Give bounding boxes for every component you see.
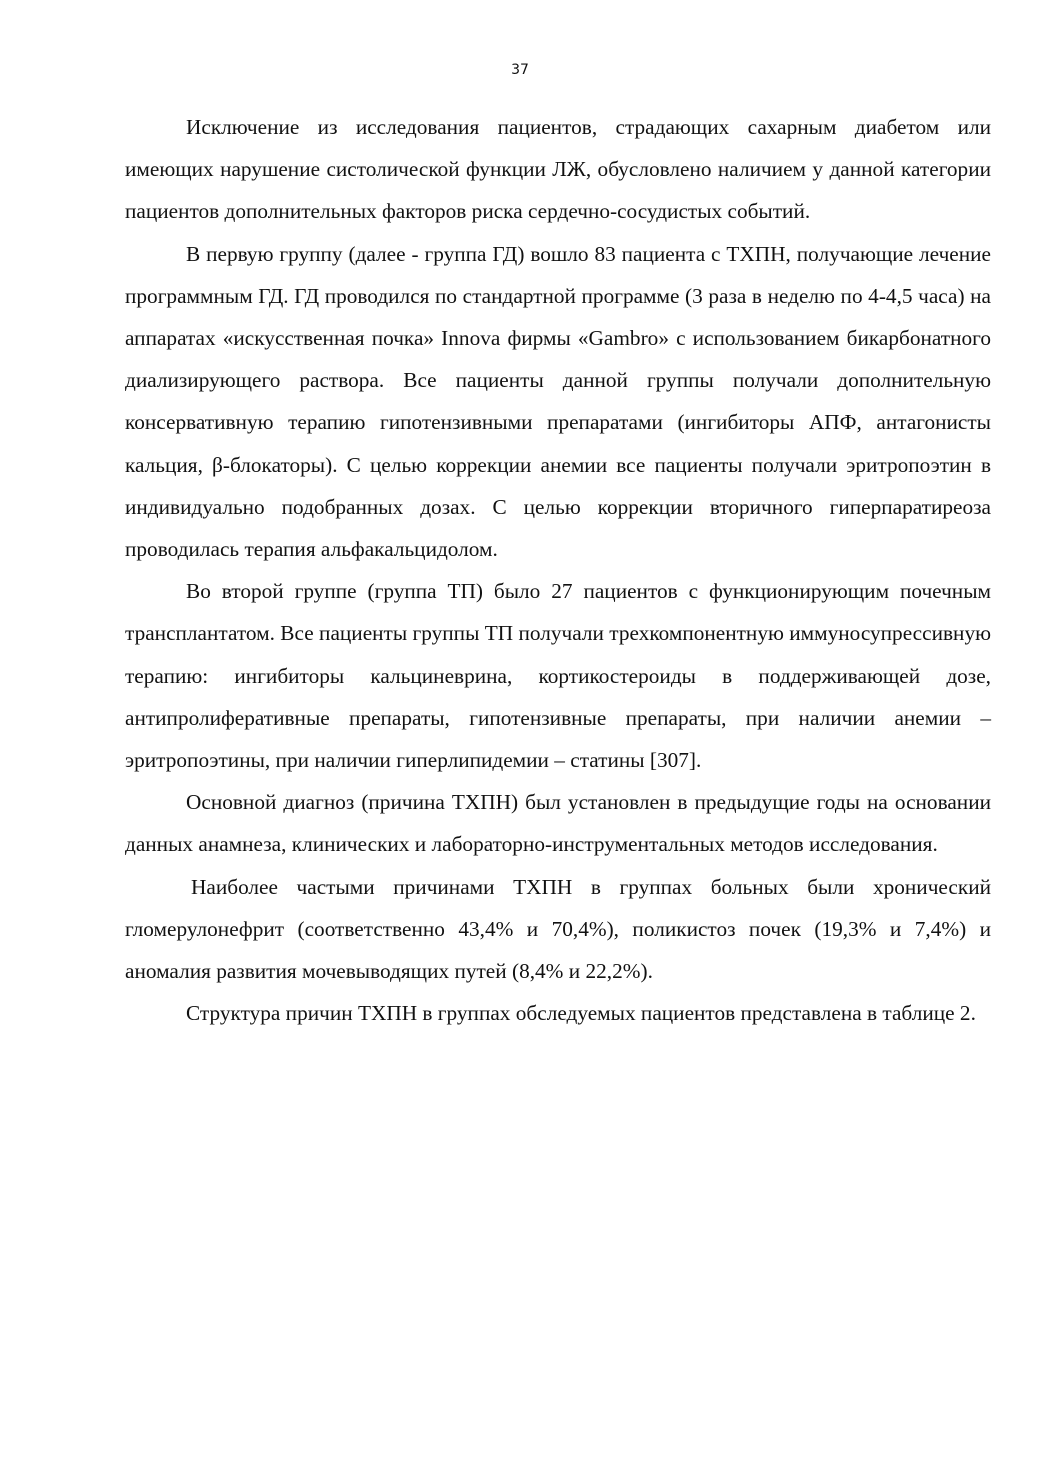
paragraph-hemodialysis-group: В первую группу (далее - группа ГД) вошло 83 пациента с ТХПН, получающие лечение программным ГД. ГД проводился по стандартной программе (3 раза в неделю по 4-4,5 часа) на аппаратах «искусственная почка» Innova фирмы «Gambro» с использованием бикарбонатного диализирующего раствора. Все пациенты данной группы получали дополнительную консервативную терапию гипотензивными препаратами (ингибиторы АПФ, антагонисты кальция, β-блокаторы). С целью коррекции анемии все пациенты получали эритропоэтин в индивидуально подобранных дозах. С целью коррекции вторичного гиперпаратиреоза проводилась терапия альфакальцидолом.	[125, 241, 991, 562]
paragraph-exclusion-criteria: Исключение из исследования пациентов, страдающих сахарным диабетом или имеющих нарушение систолической функции ЛЖ, обусловлено наличием у данной категории пациентов дополнительных факторов риска сердечно-сосудистых событий.	[125, 115, 991, 224]
paragraph-causes: Наиболее частыми причинами ТХПН в группах больных были хронический гломерулонефрит (соответственно 43,4% и 70,4%), поликистоз почек (19,3% и 7,4%) и аномалия развития мочевыводящих путей (8,4% и 22,2%).	[125, 874, 991, 984]
paragraph-table-reference: Структура причин ТХПН в группах обследуемых пациентов представлена в таблице 2.	[186, 1001, 976, 1026]
paragraph-diagnosis: Основной диагноз (причина ТХПН) был установлен в предыдущие годы на основании данных анамнеза, клинических и лабораторно-инструментальных методов исследования.	[125, 790, 991, 857]
page-number: 37	[511, 62, 529, 78]
body-text	[125, 106, 991, 1034]
paragraph-transplant-group: Во второй группе (группа ТП) было 27 пациентов с функционирующим почечным трансплантатом. Все пациенты группы ТП получали трехкомпонентную иммуносупрессивную терапию: ингибиторы кальциневрина, кортикостероиды в поддерживающей дозе, антипролиферативные препараты, гипотензивные препараты, при наличии анемии – эритропоэтины, при наличии гиперлипидемии – статины [307].	[125, 579, 991, 773]
